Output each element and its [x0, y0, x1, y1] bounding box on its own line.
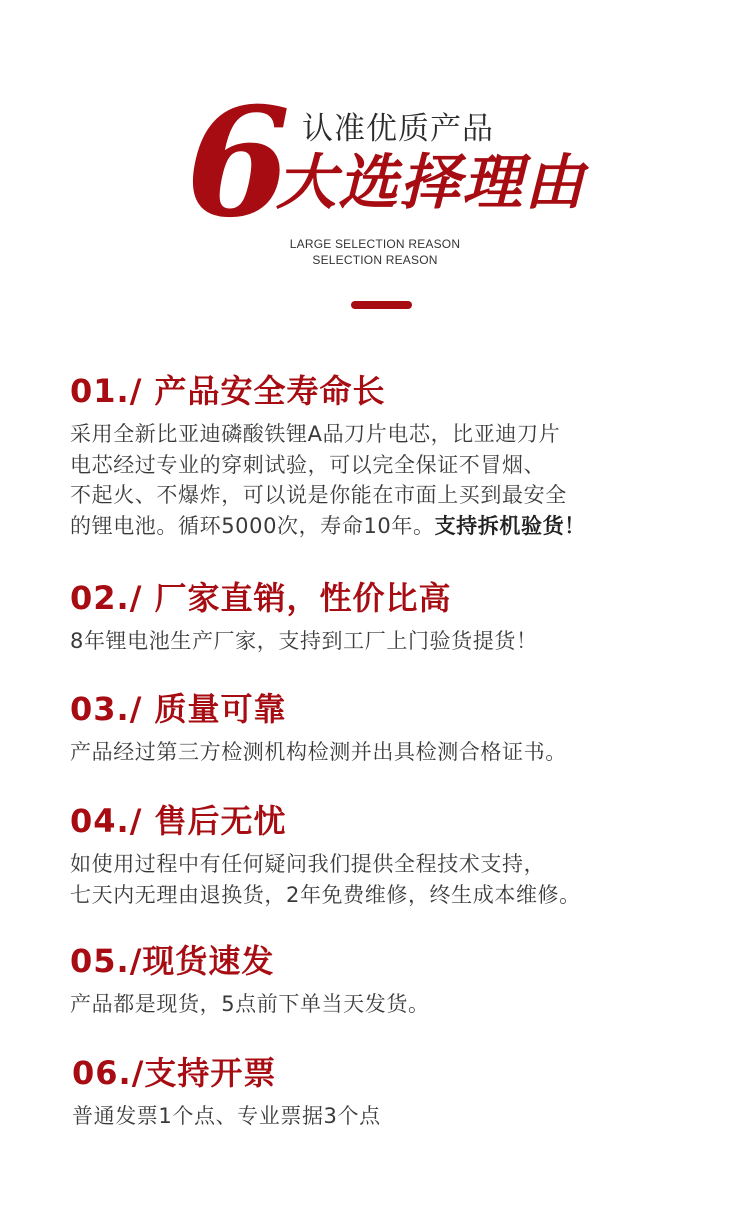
section-body-line-last — [70, 511, 690, 542]
section-body-line: 不起火、不爆炸，可以说是你能在市面上买到最安全 — [70, 483, 567, 507]
big-number-six: 6 — [186, 75, 287, 251]
reason-section-02 — [70, 578, 690, 657]
section-body — [70, 419, 690, 541]
section-body-line: 七天内无理由退换货，2年免费维修，终生成本维修。 — [70, 882, 581, 907]
section-body-line: 电芯经过专业的穿刺试验，可以完全保证不冒烟、 — [70, 452, 546, 477]
section-title: 06./支持开票 — [72, 1054, 277, 1092]
section-highlight: 支持拆机验货！ — [434, 513, 586, 538]
reason-section-03 — [70, 689, 690, 768]
section-body-line: 产品都是现货，5点前下单当天发货。 — [70, 992, 430, 1016]
section-body-line: 8年锂电池生产厂家，支持到工厂上门验货提货！ — [70, 629, 538, 653]
header-title: 大选择理由 — [276, 148, 586, 218]
header-divider — [351, 301, 412, 309]
section-body-text: 的锂电池。循环5000次，寿命10年。 — [70, 513, 435, 538]
section-title: 02./ 厂家直销，性价比高 — [70, 579, 452, 617]
reason-section-01 — [70, 371, 690, 541]
section-body — [70, 989, 690, 1020]
section-body-line: 产品经过第三方检测机构检测并出具检测合格证书。 — [70, 740, 567, 764]
section-title: 01./ 产品安全寿命长 — [70, 372, 386, 410]
section-title: 05./现货速发 — [70, 942, 275, 980]
header-banner — [0, 0, 750, 330]
section-body — [70, 849, 690, 910]
reason-section-05 — [70, 941, 690, 1020]
header-english-line-1: LARGE SELECTION REASON — [289, 237, 461, 251]
header-subtitle: 认准优质产品 — [302, 111, 494, 147]
section-body-line: 普通发票1个点、专业票据3个点 — [72, 1104, 381, 1128]
section-body-line: 如使用过程中有任何疑问我们提供全程技术支持， — [70, 852, 546, 876]
section-title: 04./ 售后无忧 — [70, 802, 287, 840]
reason-section-04 — [70, 801, 690, 910]
section-body — [70, 737, 690, 768]
section-title: 03./ 质量可靠 — [70, 690, 287, 728]
section-body-line: 采用全新比亚迪磷酸铁锂A品刀片电芯，比亚迪刀片 — [70, 422, 561, 446]
section-body — [70, 626, 690, 657]
reason-section-06 — [72, 1053, 692, 1132]
header-english-line-2: SELECTION REASON — [312, 253, 438, 267]
section-body — [72, 1101, 692, 1132]
